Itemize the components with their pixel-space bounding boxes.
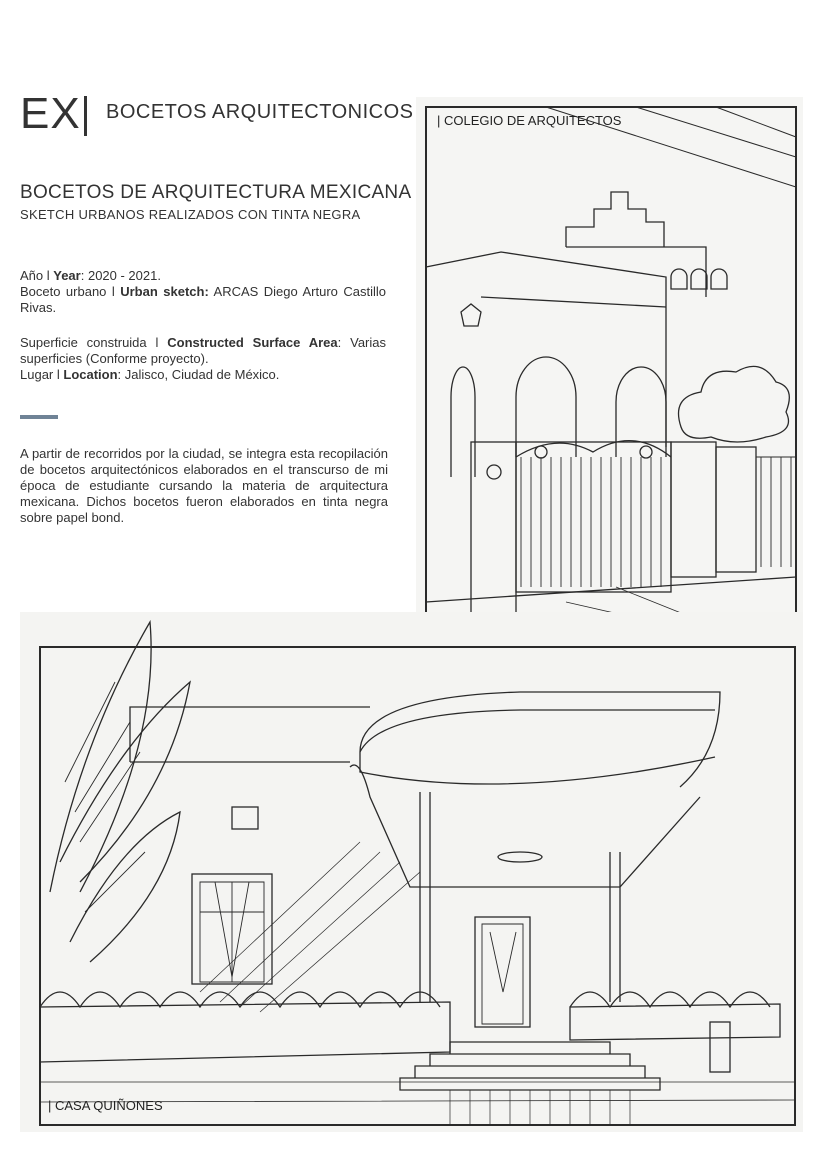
year-label-en: Year: [53, 268, 81, 283]
accent-divider: [20, 415, 58, 419]
sketch-caption-1: | COLEGIO DE ARQUITECTOS: [437, 113, 622, 128]
sketch-label: Boceto urbano l: [20, 284, 121, 299]
location-label-en: Location: [63, 367, 118, 382]
sketch-label-en: Urban sketch:: [120, 284, 209, 299]
sketch-casa-quinones: [20, 612, 803, 1132]
sketch-drawing-2: [20, 612, 803, 1132]
project-title: BOCETOS DE ARQUITECTURA MEXICANA: [20, 182, 412, 203]
sketch-colegio-de-arquitectos: [416, 97, 803, 634]
surface-label: Superficie construida l: [20, 335, 168, 350]
page-header: [20, 89, 414, 140]
sketch-drawing-1: [416, 97, 803, 634]
section-title: BOCETOS ARQUITECTONICOS: [106, 101, 414, 123]
year-value: : 2020 - 2021.: [80, 268, 161, 283]
project-subtitle: SKETCH URBANOS REALIZADOS CON TINTA NEGRA: [20, 207, 361, 222]
location-value: : Jalisco, Ciudad de México.: [117, 367, 280, 382]
surface-value: : Varias superficies (Conforme proyecto).: [20, 335, 386, 366]
info-block-1: [20, 268, 386, 316]
header-divider: [84, 96, 87, 136]
section-prefix: EX: [20, 89, 81, 138]
year-label: Año l: [20, 268, 54, 283]
location-label: Lugar l: [20, 367, 64, 382]
sketch-value: ARCAS Diego Arturo Castillo Rivas.: [20, 284, 386, 315]
info-block-2: [20, 335, 386, 383]
surface-label-en: Constructed Surface Area: [167, 335, 338, 350]
description-paragraph: A partir de recorridos por la ciudad, se integra esta recopilación de bocetos arquitectónicos elaborados en el transcurso de mi época de estudiante cursando la materia de arquitectura mexicana. Dichos bocetos fueron elaborados en tinta negra sobre papel bond.: [20, 446, 388, 525]
sketch-caption-2: | CASA QUIÑONES: [48, 1098, 163, 1113]
